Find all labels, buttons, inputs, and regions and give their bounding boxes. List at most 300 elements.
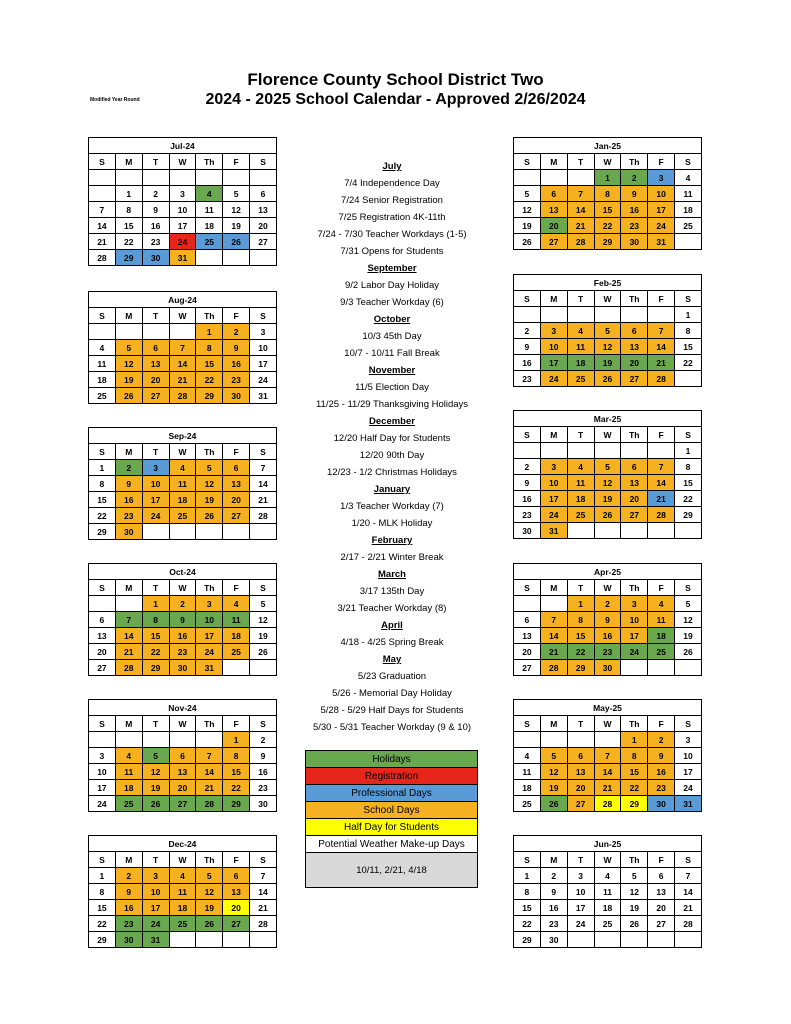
day-cell: 3	[567, 868, 594, 884]
day-cell: 16	[594, 628, 621, 644]
day-cell: 15	[567, 628, 594, 644]
day-cell: 7	[196, 748, 223, 764]
day-cell	[675, 234, 702, 250]
day-cell: 18	[169, 900, 196, 916]
day-cell: 1	[223, 732, 250, 748]
day-cell: 11	[89, 356, 116, 372]
month-name: Jun-25	[514, 836, 702, 852]
weekday-header: S	[675, 154, 702, 170]
weekday-header: T	[567, 716, 594, 732]
day-cell	[675, 523, 702, 539]
day-cell: 20	[514, 644, 541, 660]
legend-weather-makeup-title: Potential Weather Make-up Days	[306, 836, 478, 853]
day-cell: 18	[196, 218, 223, 234]
day-cell: 29	[621, 796, 648, 812]
day-cell: 11	[648, 612, 675, 628]
day-cell: 13	[169, 764, 196, 780]
weekday-header: S	[89, 716, 116, 732]
weekday-header: S	[514, 852, 541, 868]
day-cell: 22	[675, 355, 702, 371]
weekday-header: W	[169, 308, 196, 324]
legend-registration: Registration	[306, 768, 478, 785]
day-cell: 6	[514, 612, 541, 628]
event-item: 7/25 Registration 4K-11th	[338, 212, 446, 223]
day-cell: 10	[567, 884, 594, 900]
day-cell: 6	[89, 612, 116, 628]
day-cell: 30	[648, 796, 675, 812]
day-cell: 1	[196, 324, 223, 340]
weekday-header: S	[89, 852, 116, 868]
month-calendar-jan-25	[513, 137, 702, 250]
day-cell: 27	[621, 371, 648, 387]
day-cell: 2	[115, 460, 142, 476]
day-cell: 12	[540, 764, 567, 780]
day-cell: 25	[648, 644, 675, 660]
event-item: 12/20 90th Day	[359, 450, 425, 461]
day-cell: 6	[621, 323, 648, 339]
event-item: 10/7 - 10/11 Fall Break	[344, 348, 440, 359]
weekday-header: S	[514, 580, 541, 596]
day-cell: 4	[223, 596, 250, 612]
day-cell: 5	[196, 868, 223, 884]
day-cell: 12	[223, 202, 250, 218]
day-cell: 20	[142, 372, 169, 388]
day-cell: 6	[540, 186, 567, 202]
day-cell: 24	[169, 234, 196, 250]
day-cell: 24	[250, 372, 277, 388]
weekday-header: F	[648, 716, 675, 732]
day-cell: 26	[223, 234, 250, 250]
day-cell: 27	[514, 660, 541, 676]
day-cell: 8	[594, 186, 621, 202]
weekday-header: W	[169, 444, 196, 460]
day-cell	[594, 307, 621, 323]
weekday-header: T	[142, 154, 169, 170]
weekday-header: S	[89, 308, 116, 324]
day-cell: 4	[648, 596, 675, 612]
day-cell: 6	[142, 340, 169, 356]
weekday-header: S	[514, 427, 541, 443]
day-cell: 5	[115, 340, 142, 356]
day-cell: 25	[514, 796, 541, 812]
day-cell	[169, 324, 196, 340]
day-cell	[115, 732, 142, 748]
day-cell: 17	[250, 356, 277, 372]
legend-school-days: School Days	[306, 802, 478, 819]
day-cell: 21	[567, 218, 594, 234]
day-cell	[223, 250, 250, 266]
day-cell: 8	[675, 323, 702, 339]
day-cell: 9	[115, 476, 142, 492]
day-cell: 29	[223, 796, 250, 812]
day-cell: 13	[223, 476, 250, 492]
day-cell: 14	[567, 202, 594, 218]
month-calendar-aug-24	[88, 291, 277, 404]
day-cell: 14	[169, 356, 196, 372]
day-cell: 21	[540, 644, 567, 660]
day-cell: 19	[196, 900, 223, 916]
day-cell: 8	[89, 884, 116, 900]
legend-professional-days: Professional Days	[306, 785, 478, 802]
day-cell: 2	[115, 868, 142, 884]
day-cell: 11	[169, 476, 196, 492]
day-cell	[196, 170, 223, 186]
weekday-header: S	[250, 154, 277, 170]
day-cell: 23	[514, 507, 541, 523]
day-cell: 3	[89, 748, 116, 764]
weekday-header: Th	[196, 444, 223, 460]
day-cell: 28	[115, 660, 142, 676]
day-cell	[594, 443, 621, 459]
day-cell: 7	[169, 340, 196, 356]
day-cell: 1	[675, 307, 702, 323]
month-calendar-sep-24	[88, 427, 277, 540]
day-cell: 16	[648, 764, 675, 780]
day-cell: 15	[594, 202, 621, 218]
weekday-header: T	[567, 580, 594, 596]
event-month-heading: October	[373, 314, 411, 325]
event-item: 5/23 Graduation	[357, 671, 427, 682]
day-cell: 17	[142, 492, 169, 508]
day-cell: 15	[223, 764, 250, 780]
weekday-header: F	[648, 852, 675, 868]
day-cell: 15	[675, 475, 702, 491]
day-cell: 9	[594, 612, 621, 628]
weekday-header: M	[115, 444, 142, 460]
day-cell: 14	[675, 884, 702, 900]
day-cell: 12	[115, 356, 142, 372]
day-cell: 6	[648, 868, 675, 884]
weekday-header: T	[567, 154, 594, 170]
day-cell: 29	[142, 660, 169, 676]
day-cell	[594, 523, 621, 539]
weekday-header: F	[223, 444, 250, 460]
day-cell	[89, 324, 116, 340]
day-cell: 9	[250, 748, 277, 764]
day-cell: 19	[514, 218, 541, 234]
event-month-heading: November	[368, 365, 416, 376]
month-calendar-dec-24	[88, 835, 277, 948]
weekday-header: F	[223, 580, 250, 596]
weekday-header: T	[567, 291, 594, 307]
weekday-header: M	[540, 427, 567, 443]
day-cell: 4	[675, 170, 702, 186]
day-cell: 5	[594, 459, 621, 475]
day-cell: 8	[567, 612, 594, 628]
day-cell: 14	[648, 475, 675, 491]
day-cell: 20	[169, 780, 196, 796]
day-cell: 28	[250, 508, 277, 524]
day-cell: 26	[250, 644, 277, 660]
weekday-header: F	[648, 580, 675, 596]
day-cell: 17	[169, 218, 196, 234]
day-cell	[621, 523, 648, 539]
day-cell: 16	[514, 355, 541, 371]
legend-holidays: Holidays	[306, 751, 478, 768]
weekday-header: Th	[196, 308, 223, 324]
day-cell	[115, 324, 142, 340]
weekday-header: W	[169, 852, 196, 868]
day-cell: 14	[250, 884, 277, 900]
day-cell: 22	[115, 234, 142, 250]
day-cell: 4	[514, 748, 541, 764]
day-cell: 8	[142, 612, 169, 628]
weekday-header: M	[115, 308, 142, 324]
day-cell: 3	[621, 596, 648, 612]
day-cell: 16	[223, 356, 250, 372]
day-cell: 10	[89, 764, 116, 780]
day-cell	[648, 660, 675, 676]
day-cell: 12	[594, 339, 621, 355]
day-cell: 15	[196, 356, 223, 372]
day-cell: 23	[514, 371, 541, 387]
day-cell: 21	[648, 355, 675, 371]
day-cell	[196, 250, 223, 266]
day-cell: 18	[223, 628, 250, 644]
day-cell: 5	[142, 748, 169, 764]
day-cell: 6	[169, 748, 196, 764]
day-cell: 13	[648, 884, 675, 900]
day-cell: 7	[89, 202, 116, 218]
day-cell: 26	[594, 371, 621, 387]
day-cell: 16	[621, 202, 648, 218]
day-cell: 24	[567, 916, 594, 932]
day-cell: 29	[196, 388, 223, 404]
day-cell: 16	[115, 492, 142, 508]
day-cell: 21	[675, 900, 702, 916]
day-cell: 19	[540, 780, 567, 796]
day-cell: 28	[648, 371, 675, 387]
day-cell: 25	[89, 388, 116, 404]
day-cell: 19	[142, 780, 169, 796]
day-cell: 18	[514, 780, 541, 796]
day-cell: 26	[196, 508, 223, 524]
event-item: 5/30 - 5/31 Teacher Workday (9 & 10)	[312, 722, 472, 733]
day-cell: 6	[567, 748, 594, 764]
day-cell: 24	[675, 780, 702, 796]
weekday-header: W	[594, 427, 621, 443]
weekday-header: F	[223, 154, 250, 170]
day-cell: 13	[514, 628, 541, 644]
day-cell: 28	[648, 507, 675, 523]
day-cell: 16	[250, 764, 277, 780]
day-cell: 15	[514, 900, 541, 916]
month-calendar-jul-24	[88, 137, 277, 266]
day-cell: 13	[567, 764, 594, 780]
weekday-header: S	[514, 291, 541, 307]
day-cell: 17	[648, 202, 675, 218]
weekday-header: W	[169, 716, 196, 732]
day-cell: 3	[196, 596, 223, 612]
month-calendar-apr-25	[513, 563, 702, 676]
day-cell: 2	[514, 323, 541, 339]
day-cell: 14	[89, 218, 116, 234]
month-name: Aug-24	[89, 292, 277, 308]
day-cell: 13	[142, 356, 169, 372]
day-cell: 22	[675, 491, 702, 507]
weekday-header: M	[540, 291, 567, 307]
day-cell	[89, 732, 116, 748]
day-cell: 30	[115, 524, 142, 540]
day-cell	[594, 932, 621, 948]
day-cell: 28	[89, 250, 116, 266]
day-cell: 21	[196, 780, 223, 796]
event-item: 11/5 Election Day	[355, 382, 429, 393]
day-cell: 24	[648, 218, 675, 234]
day-cell: 18	[89, 372, 116, 388]
day-cell: 4	[169, 460, 196, 476]
day-cell: 31	[540, 523, 567, 539]
day-cell: 26	[540, 796, 567, 812]
event-month-heading: April	[381, 620, 403, 631]
day-cell: 24	[621, 644, 648, 660]
day-cell: 30	[169, 660, 196, 676]
event-item: 7/31 Opens for Students	[340, 246, 444, 257]
weekday-header: S	[675, 427, 702, 443]
day-cell: 30	[115, 932, 142, 948]
day-cell: 22	[196, 372, 223, 388]
day-cell	[196, 732, 223, 748]
day-cell: 1	[594, 170, 621, 186]
day-cell: 11	[514, 764, 541, 780]
day-cell	[250, 170, 277, 186]
day-cell: 27	[169, 796, 196, 812]
month-name: Apr-25	[514, 564, 702, 580]
day-cell	[621, 660, 648, 676]
day-cell: 5	[514, 186, 541, 202]
day-cell: 28	[675, 916, 702, 932]
day-cell: 26	[621, 916, 648, 932]
weekday-header: W	[169, 154, 196, 170]
day-cell: 16	[115, 900, 142, 916]
day-cell: 11	[567, 339, 594, 355]
day-cell: 7	[648, 323, 675, 339]
weekday-header: M	[115, 580, 142, 596]
day-cell: 4	[594, 868, 621, 884]
day-cell	[567, 443, 594, 459]
day-cell: 9	[142, 202, 169, 218]
day-cell: 6	[223, 460, 250, 476]
color-legend	[305, 750, 478, 888]
day-cell: 14	[648, 339, 675, 355]
event-item: 7/24 - 7/30 Teacher Workdays (1-5)	[317, 229, 467, 240]
day-cell: 13	[621, 339, 648, 355]
day-cell: 7	[594, 748, 621, 764]
day-cell: 18	[567, 491, 594, 507]
day-cell: 5	[223, 186, 250, 202]
day-cell: 21	[250, 492, 277, 508]
day-cell: 9	[169, 612, 196, 628]
weekday-header: W	[594, 154, 621, 170]
day-cell	[514, 443, 541, 459]
day-cell: 15	[115, 218, 142, 234]
weekday-header: T	[142, 580, 169, 596]
day-cell: 17	[567, 900, 594, 916]
weekday-header: F	[648, 154, 675, 170]
day-cell: 29	[567, 660, 594, 676]
day-cell: 18	[567, 355, 594, 371]
day-cell	[196, 524, 223, 540]
event-month-heading: May	[382, 654, 402, 665]
day-cell: 10	[142, 476, 169, 492]
day-cell: 3	[250, 324, 277, 340]
day-cell: 19	[223, 218, 250, 234]
day-cell: 9	[621, 186, 648, 202]
day-cell: 22	[621, 780, 648, 796]
day-cell: 3	[540, 323, 567, 339]
day-cell: 28	[594, 796, 621, 812]
day-cell: 10	[169, 202, 196, 218]
weekday-header: S	[250, 308, 277, 324]
day-cell: 7	[540, 612, 567, 628]
day-cell: 18	[675, 202, 702, 218]
day-cell: 8	[621, 748, 648, 764]
day-cell: 23	[648, 780, 675, 796]
day-cell	[621, 932, 648, 948]
day-cell: 31	[675, 796, 702, 812]
day-cell: 13	[540, 202, 567, 218]
day-cell: 15	[621, 764, 648, 780]
event-item: 3/21 Teacher Workday (8)	[337, 603, 447, 614]
day-cell	[250, 250, 277, 266]
day-cell	[567, 170, 594, 186]
day-cell: 12	[196, 476, 223, 492]
day-cell: 10	[648, 186, 675, 202]
day-cell: 25	[567, 507, 594, 523]
month-name: Jul-24	[89, 138, 277, 154]
day-cell: 26	[594, 507, 621, 523]
day-cell	[142, 732, 169, 748]
day-cell: 16	[514, 491, 541, 507]
weekday-header: S	[675, 716, 702, 732]
weekday-header: F	[648, 427, 675, 443]
weekday-header: S	[250, 444, 277, 460]
day-cell: 19	[115, 372, 142, 388]
month-calendar-mar-25	[513, 410, 702, 539]
day-cell: 2	[648, 732, 675, 748]
day-cell: 13	[89, 628, 116, 644]
day-cell: 28	[540, 660, 567, 676]
day-cell: 13	[223, 884, 250, 900]
day-cell: 30	[594, 660, 621, 676]
day-cell: 29	[89, 524, 116, 540]
event-item: 11/25 - 11/29 Thanksgiving Holidays	[315, 399, 469, 410]
day-cell: 3	[540, 459, 567, 475]
calendar-type-tag: Modified Year Round	[90, 97, 140, 103]
day-cell: 17	[142, 900, 169, 916]
day-cell	[621, 307, 648, 323]
day-cell	[675, 660, 702, 676]
month-calendar-feb-25	[513, 274, 702, 387]
day-cell: 5	[540, 748, 567, 764]
day-cell: 20	[567, 780, 594, 796]
day-cell: 27	[89, 660, 116, 676]
event-item: 12/23 - 1/2 Christmas Holidays	[327, 467, 457, 478]
day-cell	[540, 596, 567, 612]
event-item: 4/18 - 4/25 Spring Break	[340, 637, 444, 648]
event-item: 12/20 Half Day for Students	[333, 433, 451, 444]
day-cell: 7	[115, 612, 142, 628]
day-cell: 25	[196, 234, 223, 250]
day-cell: 3	[142, 868, 169, 884]
day-cell: 10	[196, 612, 223, 628]
day-cell: 22	[567, 644, 594, 660]
day-cell: 30	[142, 250, 169, 266]
day-cell: 23	[594, 644, 621, 660]
day-cell	[567, 732, 594, 748]
event-month-heading: December	[369, 416, 415, 427]
day-cell	[250, 932, 277, 948]
